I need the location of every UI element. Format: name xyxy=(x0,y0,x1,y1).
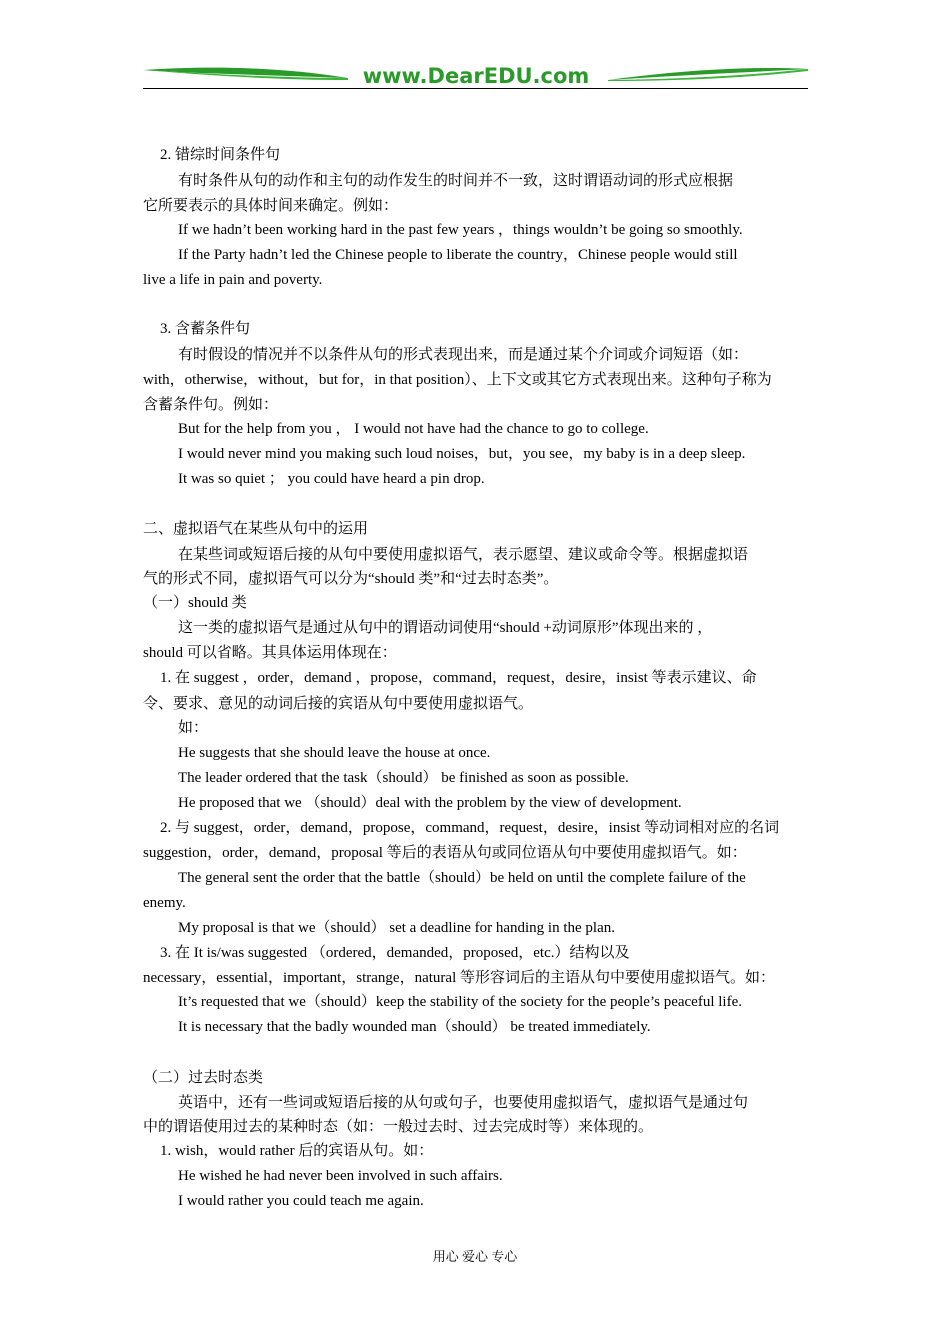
list-item: 3. 在 It is/was suggested （ordered，demanded，proposed，etc.）结构以及 xyxy=(160,945,630,961)
example-sentence: If the Party hadn’t led the Chinese people to liberate the country，Chinese people would still xyxy=(178,247,738,263)
example-sentence: enemy. xyxy=(143,895,186,911)
example-sentence: The leader ordered that the task（should） be finished as soon as possible. xyxy=(178,770,629,786)
example-sentence: My proposal is that we（should） set a deadline for handing in the plan. xyxy=(178,920,615,936)
subsection-heading: （一）should 类 xyxy=(143,595,247,611)
paragraph-line: 令、要求、意见的动词后接的宾语从句中要使用虚拟语气。 xyxy=(143,696,534,712)
example-sentence: It was so quiet ； you could have heard a pin drop. xyxy=(178,471,485,487)
paragraph-line: 有时假设的情况并不以条件从句的形式表现出来，而是通过某个介词或介词短语（如： xyxy=(178,347,749,363)
section-heading: 二、虚拟语气在某些从句中的运用 xyxy=(143,521,369,537)
paragraph-line: 它所要表示的具体时间来确定。例如： xyxy=(143,198,399,214)
paragraph-line: should 可以省略。其具体运用体现在： xyxy=(143,645,397,661)
paragraph-line: 如： xyxy=(178,720,209,736)
section-heading: 2. 错综时间条件句 xyxy=(160,147,281,163)
example-sentence: It is necessary that the badly wounded man（should） be treated immediately. xyxy=(178,1019,651,1035)
section-heading: 3. 含蓄条件句 xyxy=(160,321,251,337)
paragraph-line: necessary，essential，important，strange，natural 等形容词后的主语从句中要使用虚拟语气。如： xyxy=(143,970,775,986)
subsection-heading: （二）过去时态类 xyxy=(143,1070,264,1086)
list-item: 1. 在 suggest ，order，demand ，propose，command，request，desire，insist 等表示建议、命 xyxy=(160,670,757,686)
paragraph-line: 英语中，还有一些词或短语后接的从句或句子，也要使用虚拟语气，虚拟语气是通过句 xyxy=(178,1095,749,1111)
list-item: 1. wish，would rather 后的宾语从句。如： xyxy=(160,1143,434,1159)
example-sentence: He wished he had never been involved in such affairs. xyxy=(178,1168,503,1184)
example-sentence: He proposed that we （should）deal with the problem by the view of development. xyxy=(178,795,682,811)
page-footer: 用心 爱心 专心 xyxy=(432,1249,518,1264)
paragraph-line: 中的谓语使用过去的某种时态（如：一般过去时、过去完成时等）来体现的。 xyxy=(143,1119,654,1135)
list-item: 2. 与 suggest，order，demand，propose，command，request，desire，insist 等动词相对应的名词 xyxy=(160,820,780,836)
example-sentence: If we hadn’t been working hard in the past few years ，things wouldn’t be going so smoothly. xyxy=(178,222,743,238)
example-sentence: live a life in pain and poverty. xyxy=(143,272,323,288)
header-divider xyxy=(143,88,808,89)
paragraph-line: suggestion，order，demand，proposal 等后的表语从句或同位语从句中要使用虚拟语气。如： xyxy=(143,845,747,861)
example-sentence: He suggests that she should leave the house at once. xyxy=(178,745,491,761)
paragraph-line: 含蓄条件句。例如： xyxy=(143,397,279,413)
example-sentence: It’s requested that we（should）keep the stability of the society for the people’s peaceful life. xyxy=(178,994,742,1010)
example-sentence: But for the help from you ， I would not have had the chance to go to college. xyxy=(178,421,649,437)
site-logo-text[interactable]: www.DearEDU.com xyxy=(362,64,590,88)
paragraph-line: 这一类的虚拟语气是通过从句中的谓语动词使用“should +动词原形”体现出来的 ， xyxy=(178,620,713,636)
paragraph-line: with，otherwise，without，but for，in that position）、上下文或其它方式表现出来。这种句子称为 xyxy=(143,372,772,388)
example-sentence: The general sent the order that the battle（should）be held on until the complete failure of the xyxy=(178,870,746,886)
example-sentence: I would rather you could teach me again. xyxy=(178,1193,424,1209)
paragraph-line: 有时条件从句的动作和主句的动作发生的时间并不一致，这时谓语动词的形式应根据 xyxy=(178,173,734,189)
example-sentence: I would never mind you making such loud noises，but，you see，my baby is in a deep sleep. xyxy=(178,446,746,462)
paragraph-line: 气的形式不同，虚拟语气可以分为“should 类”和“过去时态类”。 xyxy=(143,571,559,587)
paragraph-line: 在某些词或短语后接的从句中要使用虚拟语气，表示愿望、建议或命令等。根据虚拟语 xyxy=(178,547,749,563)
